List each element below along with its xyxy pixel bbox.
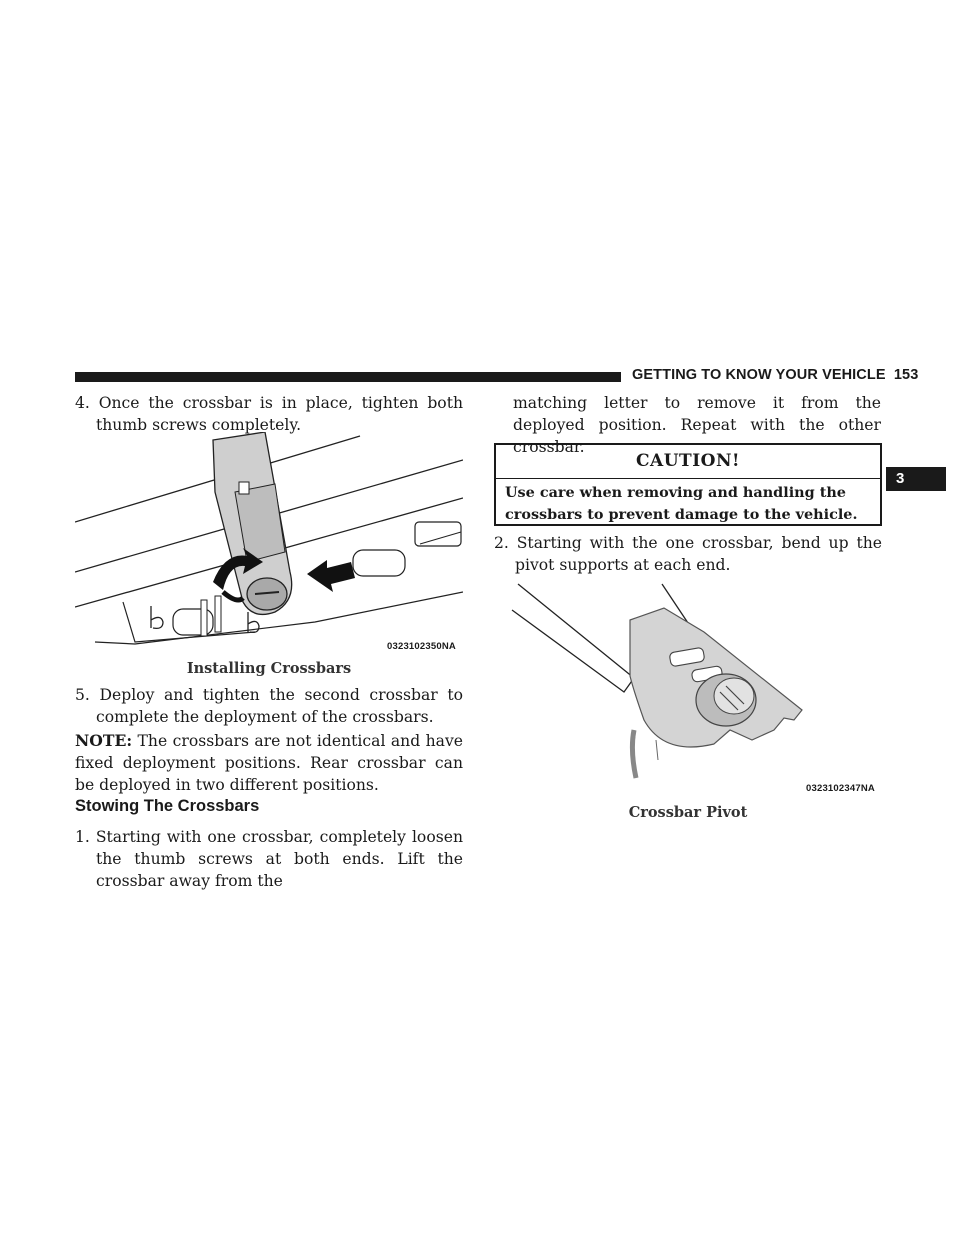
figure-caption: Crossbar Pivot (628, 804, 748, 821)
figure-installing-crossbars (75, 432, 463, 656)
note-text: The crossbars are not identical and have fixed deployment positions. Rear crossbar can be deployed in two different positions. (75, 732, 463, 794)
figure-crossbar-pivot (494, 580, 882, 790)
section-heading: Stowing The Crossbars (75, 797, 260, 815)
page-number: 153 (893, 367, 919, 383)
caution-title: CAUTION! (636, 451, 740, 471)
figure-code: 0323102350NA (387, 641, 456, 652)
caution-text: Use care when removing and handling the crossbars to prevent damage to the vehicle. (505, 484, 858, 523)
figure-code: 0323102347NA (806, 783, 875, 794)
step-2: 2. Starting with the one crossbar, bend up the pivot supports at each end. (494, 534, 882, 574)
step-1: 1. Starting with one crossbar, completely loosen the thumb screws at both ends. Lift the crossbar away from the (75, 828, 463, 890)
figure-caption: Installing Crossbars (186, 660, 352, 677)
step-5: 5. Deploy and tighten the second crossbar to complete the deployment of the crossbars. (75, 686, 463, 726)
chapter-tab: 3 (886, 467, 946, 491)
header-rule (75, 372, 621, 382)
caution-box (494, 443, 882, 526)
step-1-continued: matching letter to remove it from the deployed position. Repeat with the other crossbar. (513, 394, 881, 456)
section-title: GETTING TO KNOW YOUR VEHICLE (632, 367, 886, 383)
note-label: NOTE: (75, 731, 133, 750)
step-4: 4. Once the crossbar is in place, tighten both thumb screws completely. (75, 394, 463, 434)
running-header (632, 367, 918, 383)
note-paragraph (75, 730, 463, 796)
caution-divider (496, 478, 880, 479)
